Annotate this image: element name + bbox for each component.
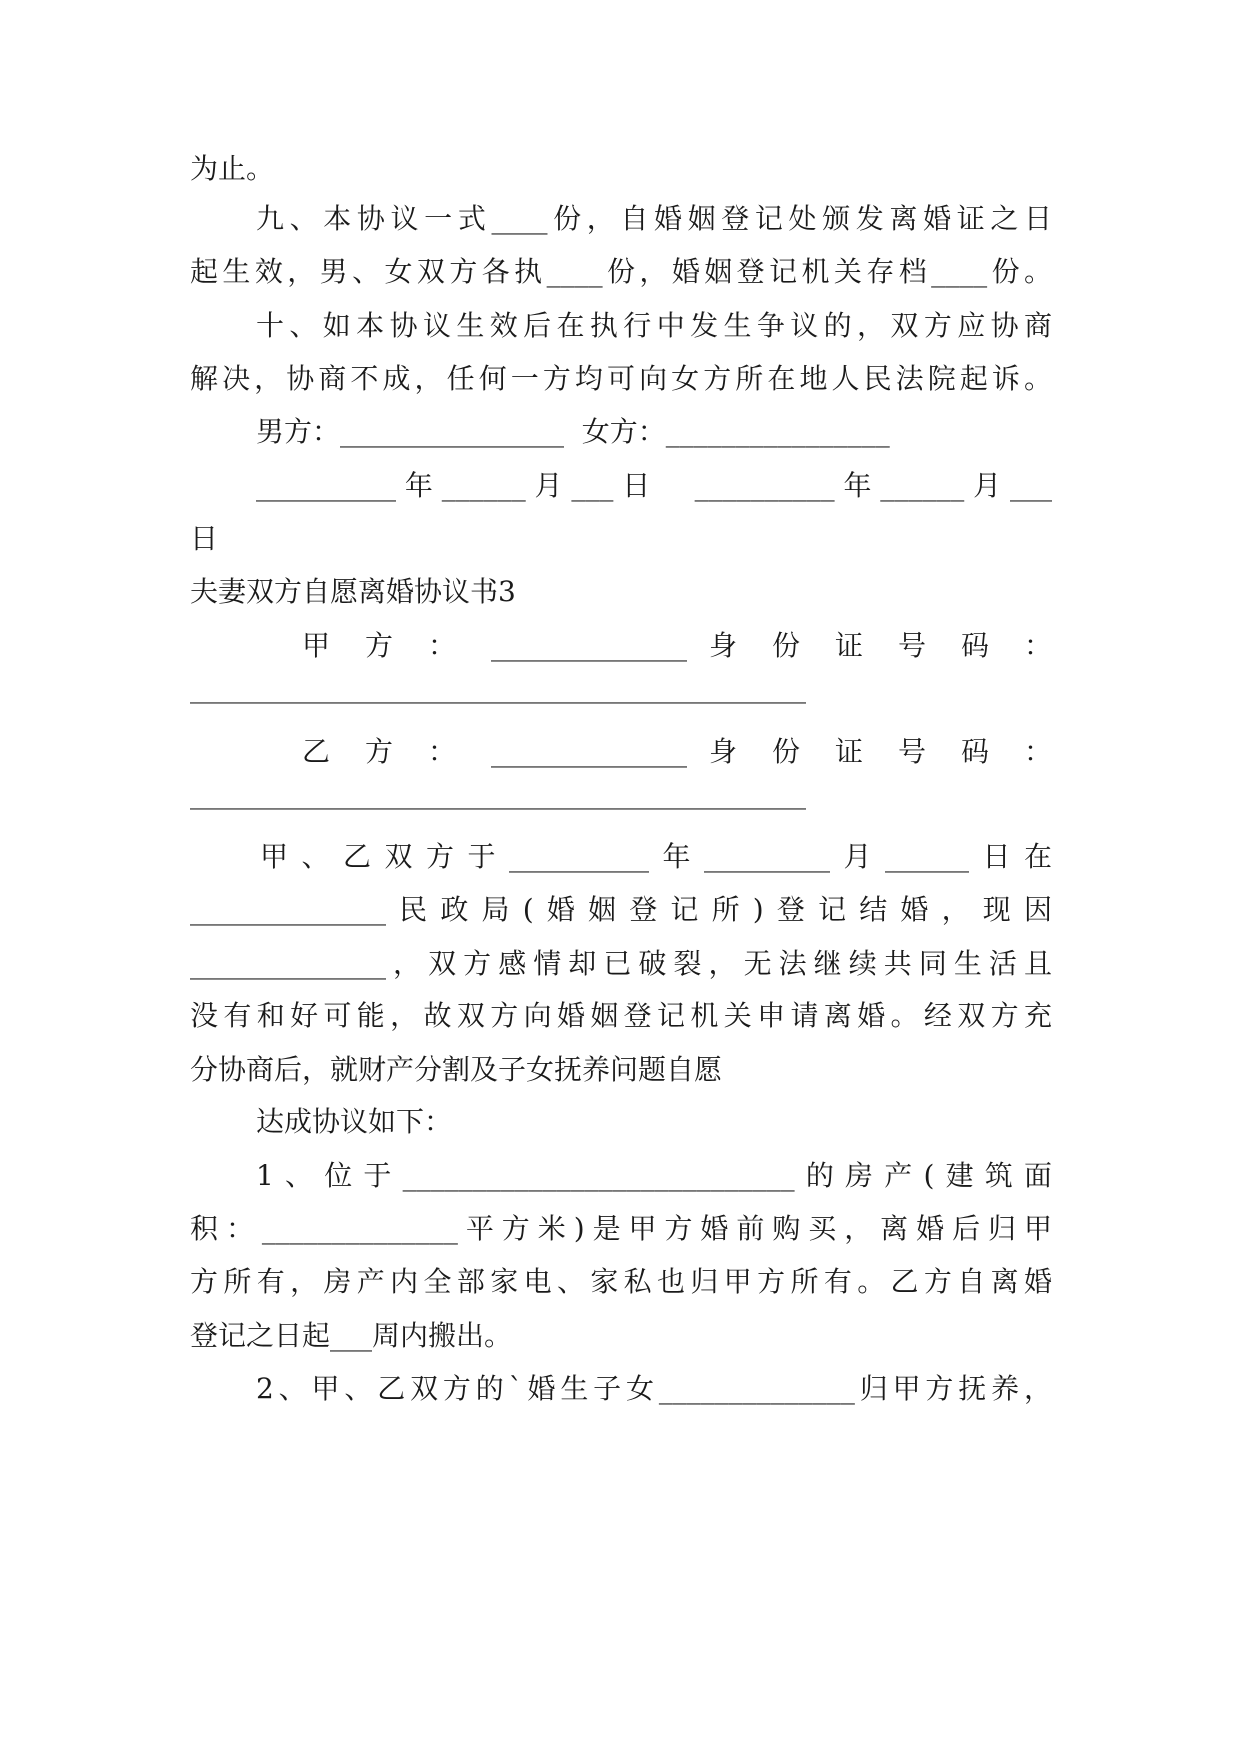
text-line: 甲、乙双方于__________年_________月______日在 [260, 840, 1052, 873]
date-line: __________年______月___日 __________年______月___ [256, 469, 1052, 502]
text-line: 分协商后，就财产分割及子女抚养问题自愿 [190, 1053, 723, 1086]
text-line: 起生效，男、女双方各执____份，婚姻登记机关存档____份。 [190, 255, 1052, 288]
section-title: 夫妻双方自愿离婚协议书3 [190, 575, 516, 608]
blank-underline: ____________________________________________ [190, 674, 806, 704]
blank-underline: ____________________________________________ [190, 780, 806, 810]
text-line: 方所有，房产内全部家电、家私也归甲方所有。乙方自离婚 [190, 1265, 1052, 1298]
party-b-line: 乙 方 ： ______________ 身 份 证 号 码 ： [302, 735, 1052, 768]
text-line: ______________民政局(婚姻登记所)登记结婚，现因 [190, 893, 1052, 926]
text-line: 没有和好可能，故双方向婚姻登记机关申请离婚。经双方充 [190, 999, 1052, 1032]
text-line: 日 [190, 522, 219, 555]
text-line: 积：______________平方米)是甲方婚前购买，离婚后归甲 [190, 1212, 1052, 1245]
text-line: 达成协议如下： [256, 1105, 453, 1138]
text-line: 为止。 [190, 152, 275, 185]
document-page [190, 0, 1052, 1754]
text-line: ______________，双方感情却已破裂，无法继续共同生活且 [190, 947, 1052, 980]
party-a-line: 甲 方 ： ______________ 身 份 证 号 码 ： [302, 629, 1052, 662]
text-line: 十、如本协议生效后在执行中发生争议的，双方应协商 [256, 309, 1052, 342]
text-line: 登记之日起___周内搬出。 [190, 1319, 513, 1352]
text-line: 九、本协议一式____份，自婚姻登记处颁发离婚证之日 [256, 202, 1052, 235]
text-line: 2、甲、乙双方的`婚生子女______________归甲方抚养， [256, 1372, 1052, 1405]
text-line: 解决，协商不成，任何一方均可向女方所在地人民法院起诉。 [190, 362, 1052, 395]
signature-line: 男方：________________ 女方：________________ [256, 415, 890, 448]
text-line: 1、位于____________________________的房产(建筑面 [256, 1159, 1052, 1192]
